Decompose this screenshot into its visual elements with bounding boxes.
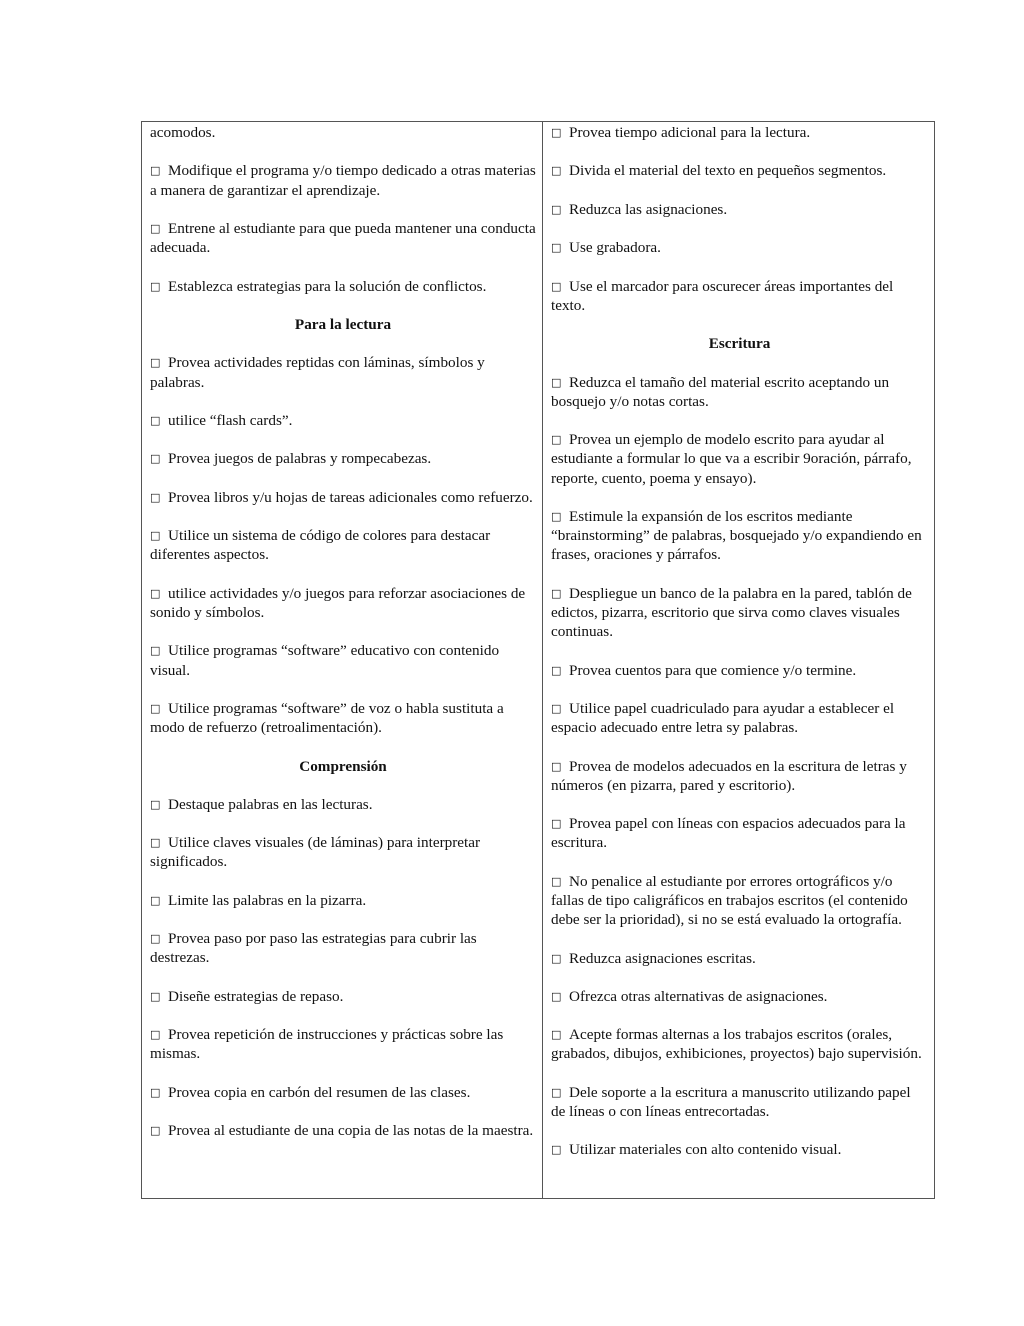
checklist-item-text: Diseñe estrategias de repaso. — [168, 987, 344, 1005]
checklist-item-text: Divida el material del texto en pequeños segmentos. — [569, 162, 887, 180]
checklist-item — [150, 987, 536, 1006]
checkbox-bullet-icon: □ — [551, 586, 562, 600]
checkbox-bullet-icon: □ — [150, 356, 161, 370]
checkbox-bullet-icon: □ — [551, 509, 562, 523]
right-column — [543, 122, 934, 1198]
checklist-item — [150, 219, 536, 257]
checkbox-bullet-icon: □ — [551, 817, 562, 831]
checklist-item-text: Ofrezca otras alternativas de asignaciones. — [569, 987, 828, 1005]
checklist-item — [551, 661, 928, 680]
checklist-item — [150, 833, 536, 871]
checkbox-bullet-icon: □ — [150, 279, 161, 293]
checklist-item-text: Use el marcador para oscurecer áreas importantes del texto. — [551, 277, 894, 314]
checkbox-bullet-icon: □ — [551, 433, 562, 447]
checklist-item — [150, 488, 536, 507]
checkbox-bullet-icon: □ — [551, 1085, 562, 1099]
checklist-item — [551, 814, 928, 852]
checklist-item-text: Utilice programas “software” educativo con contenido visual. — [150, 642, 500, 679]
checklist-item-text: No penalice al estudiante por errores ortográficos y/o fallas de tipo caligráficos en trabajos escritos (el contenido debe ser la prioridad), si no se está evaluado la ortografía. — [551, 872, 908, 929]
checklist-item-text: Despliegue un banco de la palabra en la pared, tablón de edictos, pizarra, escritorio que sirva como claves visuales continuas. — [551, 584, 912, 641]
checkbox-bullet-icon: □ — [551, 126, 562, 139]
left-column — [142, 122, 543, 1198]
checklist-item — [150, 1083, 536, 1102]
checklist-item-text: Utilice un sistema de código de colores para destacar diferentes aspectos. — [150, 527, 491, 564]
checkbox-bullet-icon: □ — [551, 989, 562, 1003]
checklist-item-text: Utilice programas “software” de voz o habla sustituta a modo de refuerzo (retroalimentación). — [150, 699, 504, 737]
checklist-item — [551, 1083, 928, 1121]
checklist-item-text: Use grabadora. — [569, 239, 661, 257]
checklist-item-text: Provea papel con líneas con espacios adecuados para la escritura. — [551, 815, 906, 852]
checklist-item — [150, 891, 536, 910]
section-heading: Comprensión — [299, 757, 387, 775]
accommodations-table — [141, 121, 935, 1199]
checklist-item — [551, 238, 928, 257]
checklist-item — [150, 1121, 536, 1140]
checklist-item-text: Provea actividades reptidas con láminas, símbolos y palabras. — [150, 354, 485, 391]
checklist-item — [150, 584, 536, 622]
checklist-item — [150, 277, 536, 296]
checklist-item — [551, 949, 928, 968]
checkbox-bullet-icon: □ — [150, 1124, 161, 1138]
checklist-item-text: Utilizar materiales con alto contenido visual. — [569, 1141, 842, 1159]
checklist-item — [150, 699, 536, 737]
checkbox-bullet-icon: □ — [150, 893, 161, 907]
checkbox-bullet-icon: □ — [150, 644, 161, 658]
checklist-item-text: Provea tiempo adicional para la lectura. — [569, 124, 811, 141]
continued-text: acomodos. — [150, 124, 216, 141]
checklist-item-text: Utilice papel cuadriculado para ayudar a establecer el espacio adecuado entre letra sy palabras. — [551, 699, 895, 737]
checkbox-bullet-icon: □ — [551, 1028, 562, 1042]
checkbox-bullet-icon: □ — [551, 874, 562, 888]
checklist-item-text: Destaque palabras en las lecturas. — [168, 795, 373, 813]
checkbox-bullet-icon: □ — [150, 989, 161, 1003]
checklist-item-text: Provea juegos de palabras y rompecabezas. — [168, 450, 432, 468]
checkbox-bullet-icon: □ — [551, 279, 562, 293]
checklist-item — [551, 987, 928, 1006]
checklist-item-text: Provea paso por paso las estrategias para cubrir las destrezas. — [150, 930, 477, 967]
checklist-item — [551, 507, 928, 565]
checklist-item — [150, 929, 536, 967]
checkbox-bullet-icon: □ — [551, 701, 562, 715]
checkbox-bullet-icon: □ — [551, 375, 562, 389]
checkbox-bullet-icon: □ — [551, 1143, 562, 1157]
checklist-item — [150, 526, 536, 564]
checklist-item — [150, 353, 536, 391]
checklist-item-text: Limite las palabras en la pizarra. — [168, 891, 367, 909]
checklist-item-text: Acepte formas alternas a los trabajos escritos (orales, grabados, dibujos, exhibiciones, proyectos) bajo supervisión. — [551, 1026, 922, 1063]
checklist-item-text: Provea de modelos adecuados en la escritura de letras y números (en pizarra, pared y escritorio). — [551, 757, 907, 794]
checklist-item — [551, 277, 928, 315]
checklist-item-text: Reduzca asignaciones escritas. — [569, 949, 756, 967]
checklist-item — [150, 449, 536, 468]
checklist-item — [551, 123, 928, 142]
checklist-item-text: Provea repetición de instrucciones y prácticas sobre las mismas. — [150, 1026, 504, 1063]
checklist-item — [551, 1140, 928, 1159]
checklist-item-text: Entrene al estudiante para que pueda mantener una conducta adecuada. — [150, 219, 536, 257]
section-heading: Para la lectura — [294, 315, 392, 333]
checkbox-bullet-icon: □ — [551, 951, 562, 965]
checklist-item-text: Provea copia en carbón del resumen de las clases. — [168, 1083, 471, 1101]
checkbox-bullet-icon: □ — [150, 529, 161, 543]
checklist-item — [551, 430, 928, 488]
checkbox-bullet-icon: □ — [150, 932, 161, 946]
checklist-item — [551, 1025, 928, 1063]
checklist-item — [551, 872, 928, 930]
checklist-item-text: Reduzca el tamaño del material escrito aceptando un bosquejo y/o notas cortas. — [551, 373, 890, 410]
checklist-item — [150, 411, 536, 430]
checkbox-bullet-icon: □ — [551, 759, 562, 773]
checkbox-bullet-icon: □ — [551, 164, 562, 178]
checkbox-bullet-icon: □ — [551, 241, 562, 255]
checklist-item — [551, 584, 928, 642]
checklist-item-text: utilice actividades y/o juegos para reforzar asociaciones de sonido y símbolos. — [150, 584, 526, 621]
checkbox-bullet-icon: □ — [150, 586, 161, 600]
section-heading: Escritura — [708, 335, 771, 353]
checklist-item — [150, 795, 536, 814]
checklist-item-text: Provea libros y/u hojas de tareas adicionales como refuerzo. — [168, 488, 533, 506]
checkbox-bullet-icon: □ — [150, 701, 161, 715]
checklist-item-text: Dele soporte a la escritura a manuscrito utilizando papel de líneas o con líneas entrecortadas. — [551, 1083, 911, 1121]
checklist-item — [551, 200, 928, 219]
checklist-item-text: Provea al estudiante de una copia de las notas de la maestra. — [168, 1122, 534, 1140]
checkbox-bullet-icon: □ — [150, 1085, 161, 1099]
checklist-item — [551, 757, 928, 795]
checkbox-bullet-icon: □ — [150, 164, 161, 178]
checklist-item — [551, 373, 928, 411]
checklist-item-text: Provea cuentos para que comience y/o termine. — [569, 661, 857, 679]
checklist-item-text: Reduzca las asignaciones. — [569, 200, 728, 218]
checklist-item — [150, 641, 536, 679]
checkbox-bullet-icon: □ — [150, 1028, 161, 1042]
checklist-item-text: Utilice claves visuales (de láminas) para interpretar significados. — [150, 834, 481, 871]
checkbox-bullet-icon: □ — [150, 490, 161, 504]
checkbox-bullet-icon: □ — [150, 452, 161, 466]
checklist-item — [551, 161, 928, 180]
checklist-item-text: Establezca estrategias para la solución de conflictos. — [168, 277, 487, 295]
checkbox-bullet-icon: □ — [551, 202, 562, 216]
checklist-item-text: Provea un ejemplo de modelo escrito para ayudar al estudiante a formular lo que va a escribir 9oración, párrafo, reporte, cuento, poema y ensayo). — [551, 431, 912, 487]
checkbox-bullet-icon: □ — [150, 221, 161, 235]
checklist-item-text: Modifique el programa y/o tiempo dedicado a otras materias a manera de garantizar el aprendizaje. — [150, 162, 536, 199]
checklist-item — [150, 161, 536, 199]
checkbox-bullet-icon: □ — [150, 836, 161, 850]
checkbox-bullet-icon: □ — [551, 663, 562, 677]
checklist-item — [551, 699, 928, 737]
checklist-item-text: Estimule la expansión de los escritos mediante “brainstorming” de palabras, bosquejado y/o expandiendo en frases, oraciones y párrafos. — [551, 507, 922, 564]
checklist-item-text: utilice “flash cards”. — [168, 411, 293, 429]
checklist-item — [150, 1025, 536, 1063]
checkbox-bullet-icon: □ — [150, 797, 161, 811]
checkbox-bullet-icon: □ — [150, 413, 161, 427]
